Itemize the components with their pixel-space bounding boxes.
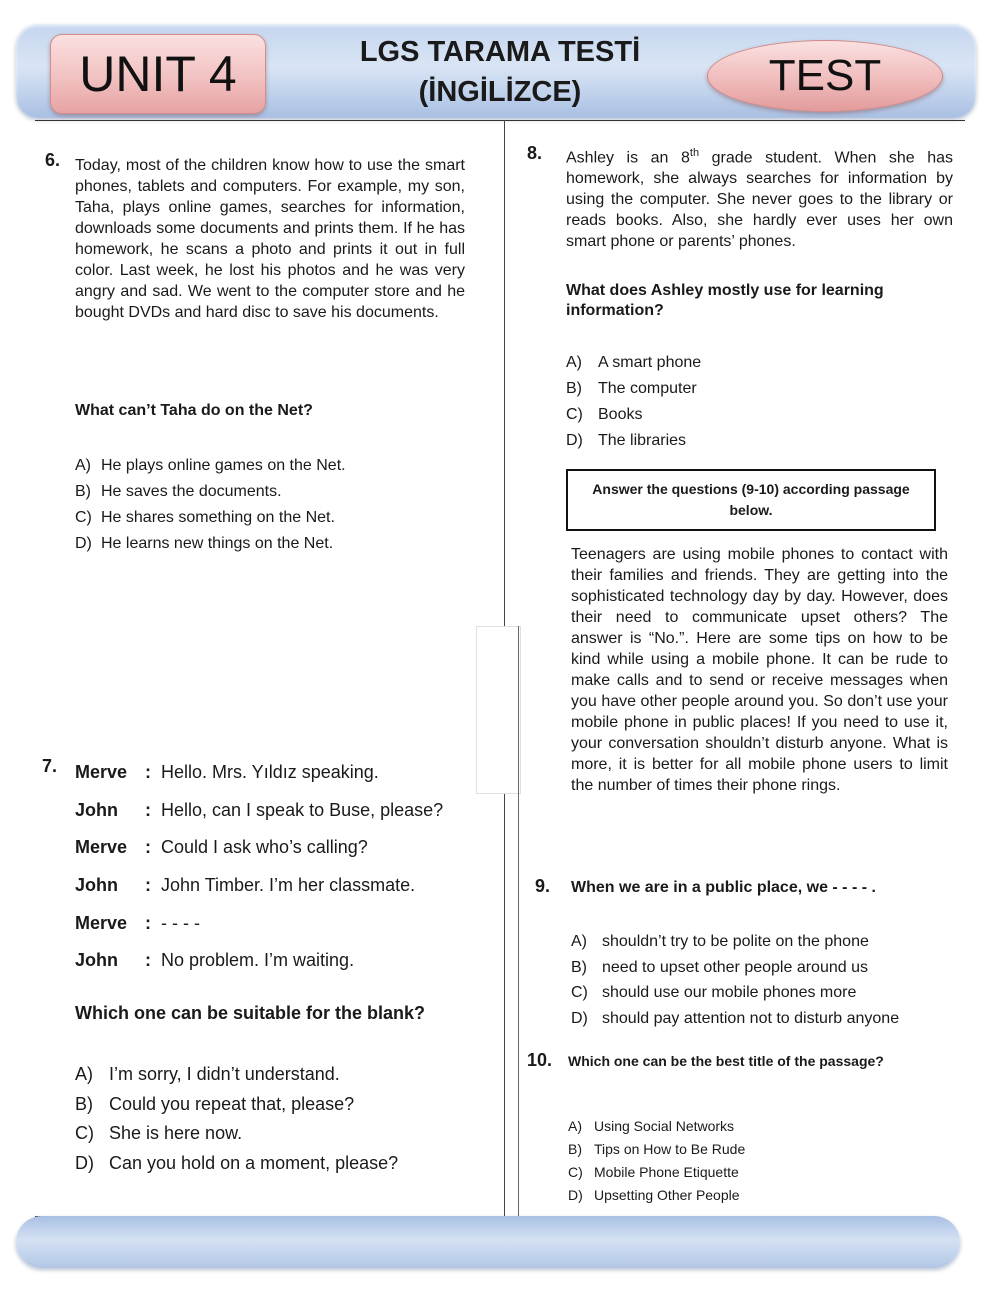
dialog-speaker: Merve [75, 762, 128, 783]
test-label: TEST [707, 40, 943, 112]
option-d[interactable]: D) Upsetting Other People [568, 1187, 740, 1203]
option-d[interactable]: D) He learns new things on the Net. [75, 535, 334, 552]
instruction-box: Answer the questions (9-10) according passage below. [566, 469, 936, 531]
option-b[interactable]: B) Could you repeat that, please? [75, 1093, 355, 1114]
option-b[interactable]: B) The computer [566, 380, 697, 397]
question-7-options [75, 1060, 495, 1178]
dialog-line: John : Hello, can I speak to Buse, please? [75, 799, 444, 820]
dialog-line: Merve : Hello. Mrs. Yıldız speaking. [75, 762, 379, 783]
option-d[interactable]: D) should pay attention not to disturb anyone [571, 1010, 900, 1028]
question-10-options [568, 1115, 888, 1207]
question-8-passage: Ashley is an 8th grade student. When she has homework, she always searches for information by using the computer. She never goes to the library or reads books. Also, she hardly ever uses her own smart phone or parents’ phones. [566, 147, 954, 251]
option-b[interactable]: B) He saves the documents. [75, 483, 282, 500]
question-9-options [571, 929, 961, 1032]
question-9-prompt: When we are in a public place, we - - - - . [571, 879, 876, 896]
option-c[interactable]: C) should use our mobile phones more [571, 984, 857, 1002]
unit-label: UNIT 4 [50, 34, 266, 114]
option-a[interactable]: A) Using Social Networks [568, 1118, 735, 1134]
title-line-1: LGS TARAMA TESTİ [359, 36, 641, 68]
dialog-speaker: Merve [75, 837, 128, 858]
dialog-line: Merve : - - - - [75, 912, 200, 933]
option-a[interactable]: A) A smart phone [566, 354, 702, 371]
dialog-text: - - - - [161, 912, 200, 933]
question-8-options [566, 350, 946, 454]
question-10-number: 10. [527, 1050, 553, 1070]
page-title [340, 32, 660, 112]
option-a[interactable]: A) shouldn’t try to be polite on the phone [571, 933, 869, 950]
column-divider-secondary [518, 626, 519, 1216]
option-a[interactable]: A) I’m sorry, I didn’t understand. [75, 1064, 340, 1084]
question-8-number: 8. [527, 143, 543, 163]
dialog-text: Could I ask who’s calling? [161, 837, 368, 858]
dialog-text: Hello. Mrs. Yıldız speaking. [161, 762, 379, 783]
dialog-text: No problem. I’m waiting. [161, 950, 355, 971]
option-c[interactable]: C) He shares something on the Net. [75, 509, 335, 526]
question-6-passage: Today, most of the children know how to use the smart phones, tablets and computers. For example, my son, Taha, plays online games, searches for information, downloads some documents and prints them. If he has homework, he scans a photo and prints it out in full color. Last week, he lost his photos and he was very angry and sad. We went to the computer store and he bought DVDs and hard disc to save his documents. [75, 157, 465, 321]
reading-passage: Teenagers are using mobile phones to contact with their families and friends. They are getting into the sophisticated technology day by day. However, does their need to communicate upset others? The answer is “No.”. Here are some tips on how to be kind while using a mobile phone. It can be rude to make calls and to send or receive messages when you have other people around you. So don’t use your mobile phone in public places! If you need to use it, your conversation shouldn’t disturb anyone. What is more, it is better for all mobile phone users to limit the number of times their phone rings. [571, 546, 948, 794]
question-6-prompt: What can’t Taha do on the Net? [75, 402, 313, 419]
dialog-text: John Timber. I’m her classmate. [161, 875, 416, 896]
dialog-text: Hello, can I speak to Buse, please? [161, 799, 444, 820]
dialog-speaker: John [75, 950, 118, 971]
option-d[interactable]: D) The libraries [566, 432, 687, 449]
question-10-prompt: Which one can be the best title of the passage? [568, 1053, 884, 1069]
option-c[interactable]: C) She is here now. [75, 1123, 243, 1143]
question-9-number: 9. [535, 876, 551, 896]
option-c[interactable]: C) Mobile Phone Etiquette [568, 1164, 739, 1180]
question-6-number: 6. [45, 150, 61, 170]
dialog-line: John : John Timber. I’m her classmate. [75, 875, 416, 896]
dialog-speaker: John [75, 875, 118, 896]
question-7-prompt: Which one can be suitable for the blank? [75, 1003, 426, 1023]
question-8-prompt: What does Ashley mostly use for learning information? [566, 282, 884, 319]
title-line-2: (İNGİLİZCE) [418, 76, 582, 108]
question-7-dialog [75, 754, 495, 980]
option-a[interactable]: A) He plays online games on the Net. [75, 457, 346, 474]
option-b[interactable]: B) Tips on How to Be Rude [568, 1141, 746, 1157]
question-7-number: 7. [42, 756, 58, 776]
dialog-line: Merve : Could I ask who’s calling? [75, 837, 368, 858]
dialog-speaker: Merve [75, 912, 128, 933]
option-c[interactable]: C) Books [566, 406, 643, 423]
dialog-line: John : No problem. I’m waiting. [75, 950, 355, 971]
question-6-options [75, 453, 475, 557]
option-d[interactable]: D) Can you hold on a moment, please? [75, 1152, 399, 1173]
option-b[interactable]: B) need to upset other people around us [571, 958, 868, 976]
top-divider [35, 120, 965, 121]
footer-band [16, 1216, 960, 1268]
dialog-speaker: John [75, 799, 118, 820]
